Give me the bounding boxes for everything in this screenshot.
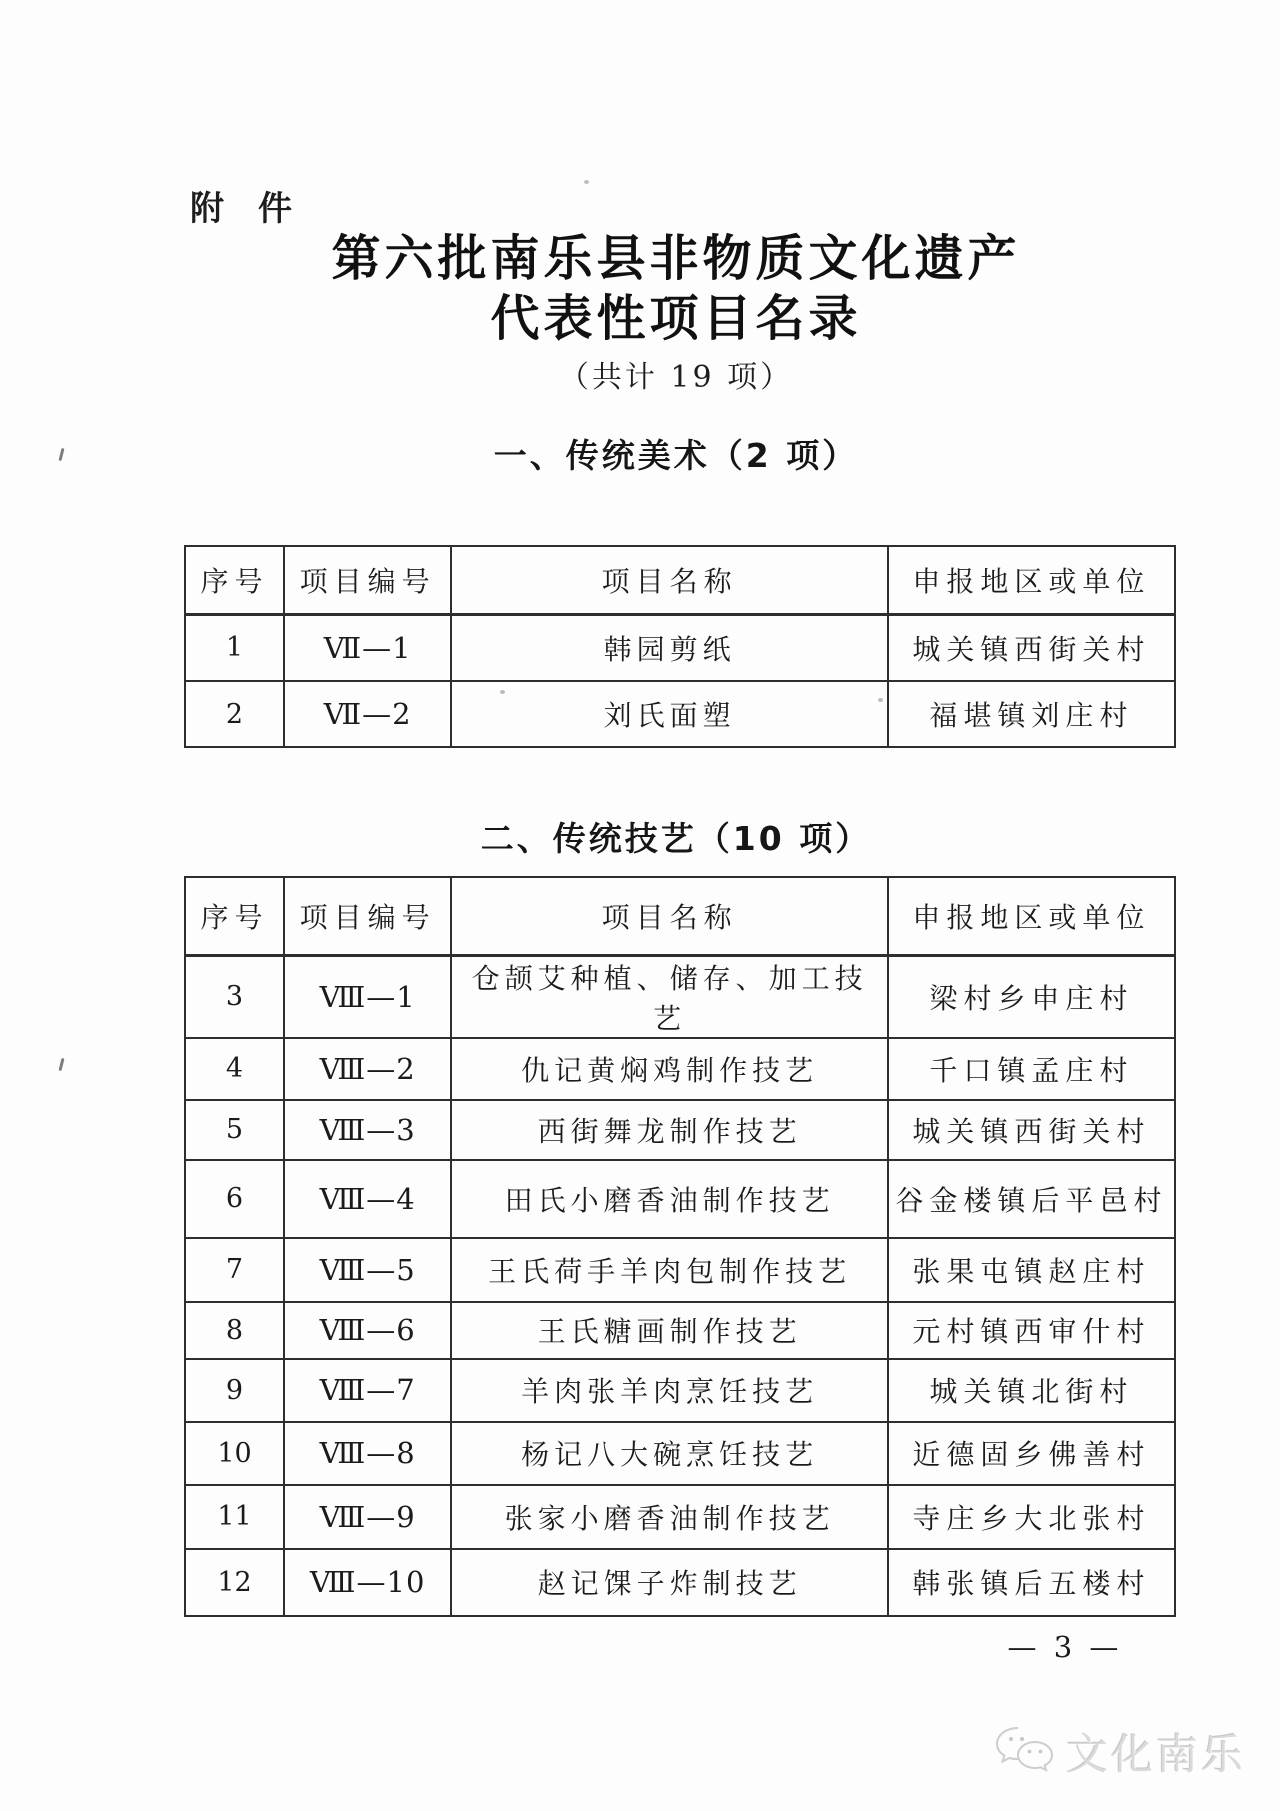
cell-declaring-unit: 千口镇孟庄村 [888,1038,1175,1100]
document-title-line2: 代表性项目名录 [490,289,862,347]
cell-declaring-unit: 城关镇北街村 [888,1359,1175,1422]
column-header-unit: 申报地区或单位 [888,546,1175,614]
cell-project-name: 杨记八大碗烹饪技艺 [451,1422,888,1485]
table-header-row [185,546,1175,614]
cell-declaring-unit: 韩张镇后五楼村 [888,1549,1175,1616]
document-title [72,228,1280,348]
table-row [185,1100,1175,1160]
watermark [994,1722,1246,1782]
cell-index: 7 [185,1238,284,1302]
cell-code: Ⅷ—10 [284,1549,451,1616]
cell-code: Ⅷ—3 [284,1100,451,1160]
column-header-index: 序号 [185,877,284,955]
table-row [185,1238,1175,1302]
table-row [185,1549,1175,1616]
cell-project-name: 张家小磨香油制作技艺 [451,1485,888,1549]
cell-declaring-unit: 城关镇西街关村 [888,1100,1175,1160]
cell-code: Ⅷ—9 [284,1485,451,1549]
column-header-code: 项目编号 [284,546,451,614]
cell-index: 1 [185,614,284,681]
table-row [185,1160,1175,1238]
cell-code: Ⅷ—8 [284,1422,451,1485]
section-heading-traditional-art: 一、传统美术（2 项） [493,436,859,475]
cell-code: Ⅷ—1 [284,955,451,1038]
cell-project-name: 田氏小磨香油制作技艺 [451,1160,888,1238]
table-row [185,614,1175,681]
column-header-unit: 申报地区或单位 [888,877,1175,955]
cell-declaring-unit: 元村镇西审什村 [888,1302,1175,1359]
cell-index: 12 [185,1549,284,1616]
column-header-name: 项目名称 [451,546,888,614]
table-row [185,1302,1175,1359]
attachment-label: 附 件 [190,189,292,229]
cell-code: Ⅶ—2 [284,681,451,747]
table-row [185,1038,1175,1100]
cell-declaring-unit: 谷金楼镇后平邑村 [888,1160,1175,1238]
cell-project-name: 西街舞龙制作技艺 [451,1100,888,1160]
cell-index: 2 [185,681,284,747]
table-row [185,1359,1175,1422]
cell-declaring-unit: 梁村乡申庄村 [888,955,1175,1038]
column-header-index: 序号 [185,546,284,614]
table-header-row [185,877,1175,955]
cell-index: 6 [185,1160,284,1238]
cell-project-name: 王氏糖画制作技艺 [451,1302,888,1359]
cell-project-name: 赵记馃子炸制技艺 [451,1549,888,1616]
cell-index: 10 [185,1422,284,1485]
cell-declaring-unit: 城关镇西街关村 [888,614,1175,681]
column-header-code: 项目编号 [284,877,451,955]
cell-project-name: 羊肉张羊肉烹饪技艺 [451,1359,888,1422]
scan-artifact [58,448,64,461]
table-row [185,681,1175,747]
section-heading-traditional-craft: 二、传统技艺（10 项） [480,819,872,858]
cell-code: Ⅷ—2 [284,1038,451,1100]
cell-project-name: 刘氏面塑 [451,681,888,747]
cell-code: Ⅷ—5 [284,1238,451,1302]
cell-code: Ⅷ—4 [284,1160,451,1238]
cell-declaring-unit: 福堪镇刘庄村 [888,681,1175,747]
cell-project-name: 王氏荷手羊肉包制作技艺 [451,1238,888,1302]
cell-index: 11 [185,1485,284,1549]
cell-index: 5 [185,1100,284,1160]
table-traditional-craft [184,876,1176,1617]
table-traditional-art [184,545,1176,748]
table-row [185,955,1175,1038]
cell-index: 4 [185,1038,284,1100]
document-subtitle: （共计 19 项） [558,360,794,395]
cell-code: Ⅷ—6 [284,1302,451,1359]
cell-declaring-unit: 寺庄乡大北张村 [888,1485,1175,1549]
cell-project-name: 韩园剪纸 [451,614,888,681]
cell-project-name: 仓颉艾种植、储存、加工技艺 [451,955,888,1038]
cell-index: 3 [185,955,284,1038]
cell-declaring-unit: 张果屯镇赵庄村 [888,1238,1175,1302]
table-row [185,1485,1175,1549]
watermark-label: 文化南乐 [1065,1730,1246,1779]
cell-declaring-unit: 近德固乡佛善村 [888,1422,1175,1485]
cell-code: Ⅶ—1 [284,614,451,681]
scan-artifact [584,180,589,184]
page-number: — 3 — [1007,1630,1123,1664]
cell-project-name: 仇记黄焖鸡制作技艺 [451,1038,888,1100]
table-row [185,1422,1175,1485]
document-title-line1: 第六批南乐县非物质文化遗产 [331,229,1021,287]
cell-index: 8 [185,1302,284,1359]
cell-index: 9 [185,1359,284,1422]
column-header-name: 项目名称 [451,877,888,955]
scan-artifact [58,1058,64,1071]
wechat-icon [994,1725,1056,1779]
cell-code: Ⅷ—7 [284,1359,451,1422]
